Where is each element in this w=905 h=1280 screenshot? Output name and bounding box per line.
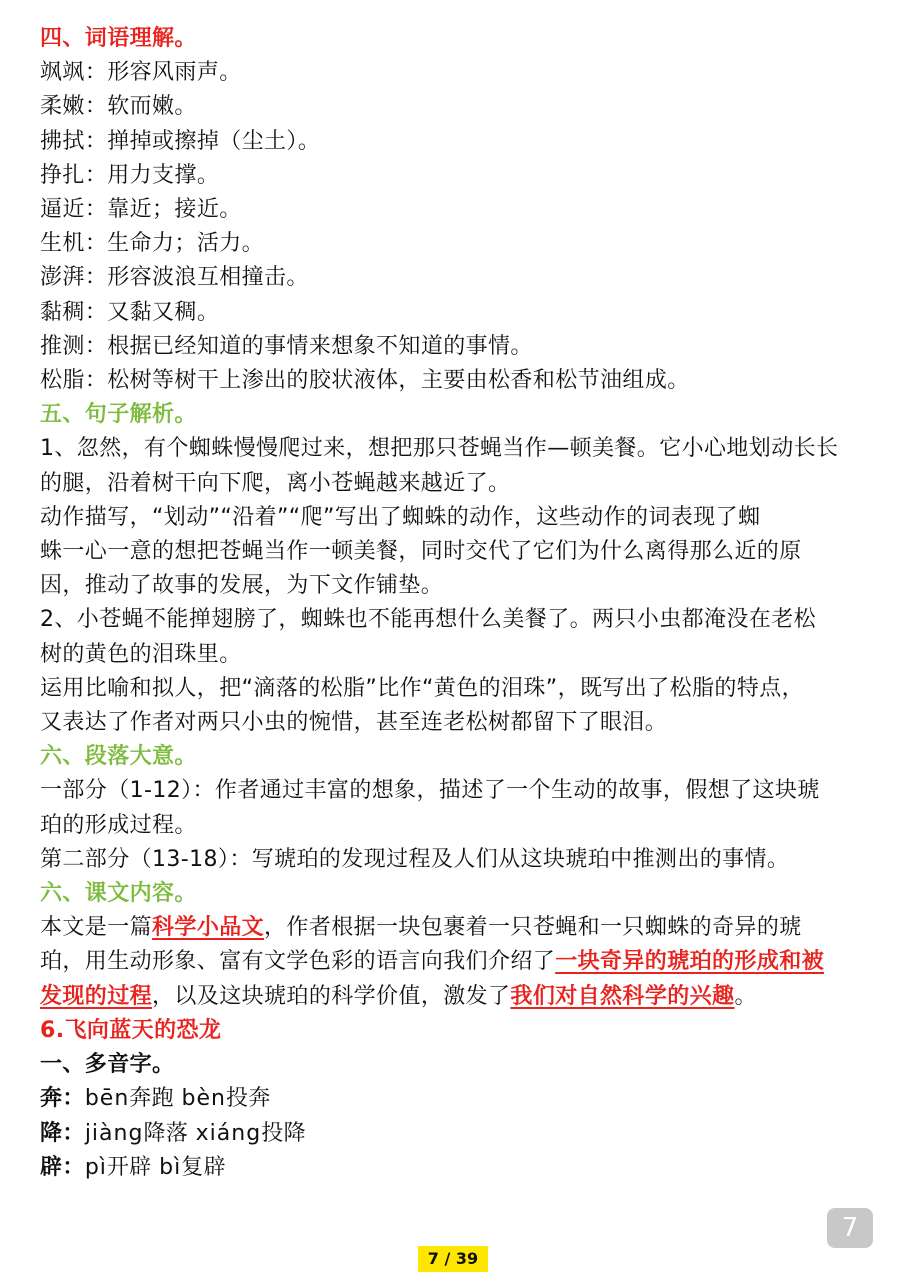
vocab-def: 软而嫩。 bbox=[107, 94, 197, 120]
vocab-term: 生机 bbox=[40, 231, 85, 257]
paragraph-line: 2、小苍蝇不能掸翅膀了，蜘蛛也不能再想什么美餐了。两只小虫都淹没在老松 bbox=[40, 607, 816, 633]
vocab-item bbox=[40, 261, 870, 295]
highlight-text: 一块奇异的琥珀的形成和被 bbox=[555, 949, 825, 975]
paragraph-line bbox=[40, 911, 870, 945]
example-word: 投奔 bbox=[225, 1086, 271, 1112]
paragraph-line: 的腿，沿着树干向下爬，离小苍蝇越来越近了。 bbox=[40, 470, 511, 496]
vocab-item bbox=[40, 296, 870, 330]
text-run: 。 bbox=[734, 983, 757, 1009]
example-word: 降落 bbox=[143, 1120, 189, 1146]
vocab-def: 又黏又稠。 bbox=[107, 299, 220, 325]
section-title-vocab: 四、词语理解。 bbox=[40, 26, 197, 51]
vocab-item bbox=[40, 56, 870, 90]
polyphone-char: 降 bbox=[40, 1120, 63, 1146]
vocab-def: 松树等树干上渗出的胶状液体，主要由松香和松节油组成。 bbox=[107, 368, 690, 394]
paragraph-line bbox=[40, 945, 870, 979]
polyphone-char: 奔 bbox=[40, 1086, 63, 1112]
paragraph-line: 蛛一心一意的想把苍蝇当作一顿美餐，同时交代了它们为什么离得那么近的原 bbox=[40, 539, 802, 565]
vocab-term: 拂拭 bbox=[40, 128, 85, 154]
paragraph-line: 一部分（1-12）：作者通过丰富的想象，描述了一个生动的故事，假想了这块琥 bbox=[40, 778, 820, 804]
pinyin-reading: bēn bbox=[84, 1086, 130, 1112]
document-page bbox=[40, 22, 870, 1185]
highlight-text: 我们对自然科学的兴趣 bbox=[510, 983, 735, 1009]
text-run: 本文是一篇 bbox=[40, 915, 153, 941]
text-run: ，以及这块琥珀的科学价值，激发了 bbox=[152, 983, 511, 1009]
example-word: 投降 bbox=[261, 1120, 306, 1146]
example-word: 开辟 bbox=[106, 1154, 152, 1180]
vocab-sep: ： bbox=[84, 368, 108, 394]
paragraph-line: 动作描写，“划动”“沿着”“爬”写出了蜘蛛的动作，这些动作的词表现了蜘 bbox=[40, 504, 761, 530]
vocab-def: 靠近；接近。 bbox=[107, 197, 242, 223]
vocab-term: 澎湃 bbox=[40, 265, 85, 291]
vocab-item bbox=[40, 330, 870, 364]
vocab-def: 掸掉或擦掉（尘土）。 bbox=[107, 128, 321, 154]
vocab-sep: ： bbox=[84, 94, 108, 120]
paragraph-line: 第二部分（13-18）：写琥珀的发现过程及人们从这块琥珀中推测出的事情。 bbox=[40, 846, 790, 872]
section-title-polyphones: 一、多音字。 bbox=[40, 1052, 175, 1078]
paragraph-line: 运用比喻和拟人，把“滴落的松脂”比作“黄色的泪珠”，既写出了松脂的特点， bbox=[40, 675, 804, 701]
vocab-sep: ： bbox=[84, 333, 108, 359]
example-word: 复辟 bbox=[181, 1154, 226, 1180]
polyphone-sep: ： bbox=[62, 1120, 85, 1146]
highlight-text: 发现的过程 bbox=[40, 983, 153, 1009]
vocab-sep: ： bbox=[84, 265, 108, 291]
paragraph-line: 树的黄色的泪珠里。 bbox=[40, 641, 242, 667]
vocab-term: 黏稠 bbox=[40, 299, 85, 325]
vocab-item bbox=[40, 227, 870, 261]
vocab-sep: ： bbox=[84, 231, 108, 257]
vocab-sep: ： bbox=[84, 128, 108, 154]
paragraph-line bbox=[40, 980, 870, 1014]
polyphone-char: 辟 bbox=[40, 1154, 63, 1180]
vocab-sep: ： bbox=[84, 162, 108, 188]
vocab-sep: ： bbox=[84, 60, 108, 86]
pinyin-reading: pì bbox=[84, 1154, 107, 1180]
vocab-term: 飒飒 bbox=[40, 60, 85, 86]
pinyin-reading: bèn bbox=[181, 1086, 226, 1112]
vocab-term: 挣扎 bbox=[40, 162, 85, 188]
vocab-def: 生命力；活力。 bbox=[107, 231, 265, 257]
vocab-def: 形容波浪互相撞击。 bbox=[107, 265, 309, 291]
vocab-item bbox=[40, 125, 870, 159]
vocab-item bbox=[40, 159, 870, 193]
vocab-term: 柔嫩 bbox=[40, 94, 85, 120]
vocab-term: 逼近 bbox=[40, 197, 85, 223]
vocab-sep: ： bbox=[84, 299, 108, 325]
paragraph-line: 又表达了作者对两只小虫的惋惜，甚至连老松树都留下了眼泪。 bbox=[40, 710, 668, 736]
section-title-content: 六、课文内容。 bbox=[40, 881, 197, 907]
pinyin-reading: xiáng bbox=[195, 1120, 262, 1146]
section-title-paragraphs: 六、段落大意。 bbox=[40, 744, 197, 770]
vocab-item bbox=[40, 90, 870, 124]
paragraph-line: 因，推动了故事的发展，为下文作铺垫。 bbox=[40, 573, 444, 599]
paragraph-line: 1、忽然，有个蜘蛛慢慢爬过来，想把那只苍蝇当作—顿美餐。它小心地划动长长 bbox=[40, 436, 839, 462]
paragraph-line: 珀的形成过程。 bbox=[40, 812, 197, 838]
polyphone-sep: ： bbox=[62, 1086, 85, 1112]
polyphone-item bbox=[40, 1151, 870, 1185]
vocab-def: 根据已经知道的事情来想象不知道的事情。 bbox=[107, 333, 533, 359]
polyphone-item bbox=[40, 1082, 870, 1116]
vocab-term: 推测 bbox=[40, 333, 85, 359]
polyphone-item bbox=[40, 1117, 870, 1151]
page-number-badge: 7 bbox=[827, 1208, 873, 1248]
lesson-title: 6.飞向蓝天的恐龙 bbox=[40, 1017, 222, 1043]
polyphone-sep: ： bbox=[62, 1154, 85, 1180]
highlight-text: 科学小品文 bbox=[152, 915, 265, 941]
text-run: ，作者根据一块包裹着一只苍蝇和一只蜘蛛的奇异的琥 bbox=[264, 915, 802, 941]
section-title-sentences: 五、句子解析。 bbox=[40, 402, 197, 428]
vocab-sep: ： bbox=[84, 197, 108, 223]
vocab-item bbox=[40, 193, 870, 227]
vocab-def: 形容风雨声。 bbox=[107, 60, 242, 86]
vocab-term: 松脂 bbox=[40, 368, 85, 394]
pinyin-reading: bì bbox=[159, 1154, 182, 1180]
vocab-def: 用力支撑。 bbox=[107, 162, 220, 188]
page-counter: 7 / 39 bbox=[418, 1246, 488, 1272]
vocab-item bbox=[40, 364, 870, 398]
example-word: 奔跑 bbox=[129, 1086, 175, 1112]
pinyin-reading: jiàng bbox=[84, 1120, 144, 1146]
text-run: 珀，用生动形象、富有文学色彩的语言向我们介绍了 bbox=[40, 949, 556, 975]
